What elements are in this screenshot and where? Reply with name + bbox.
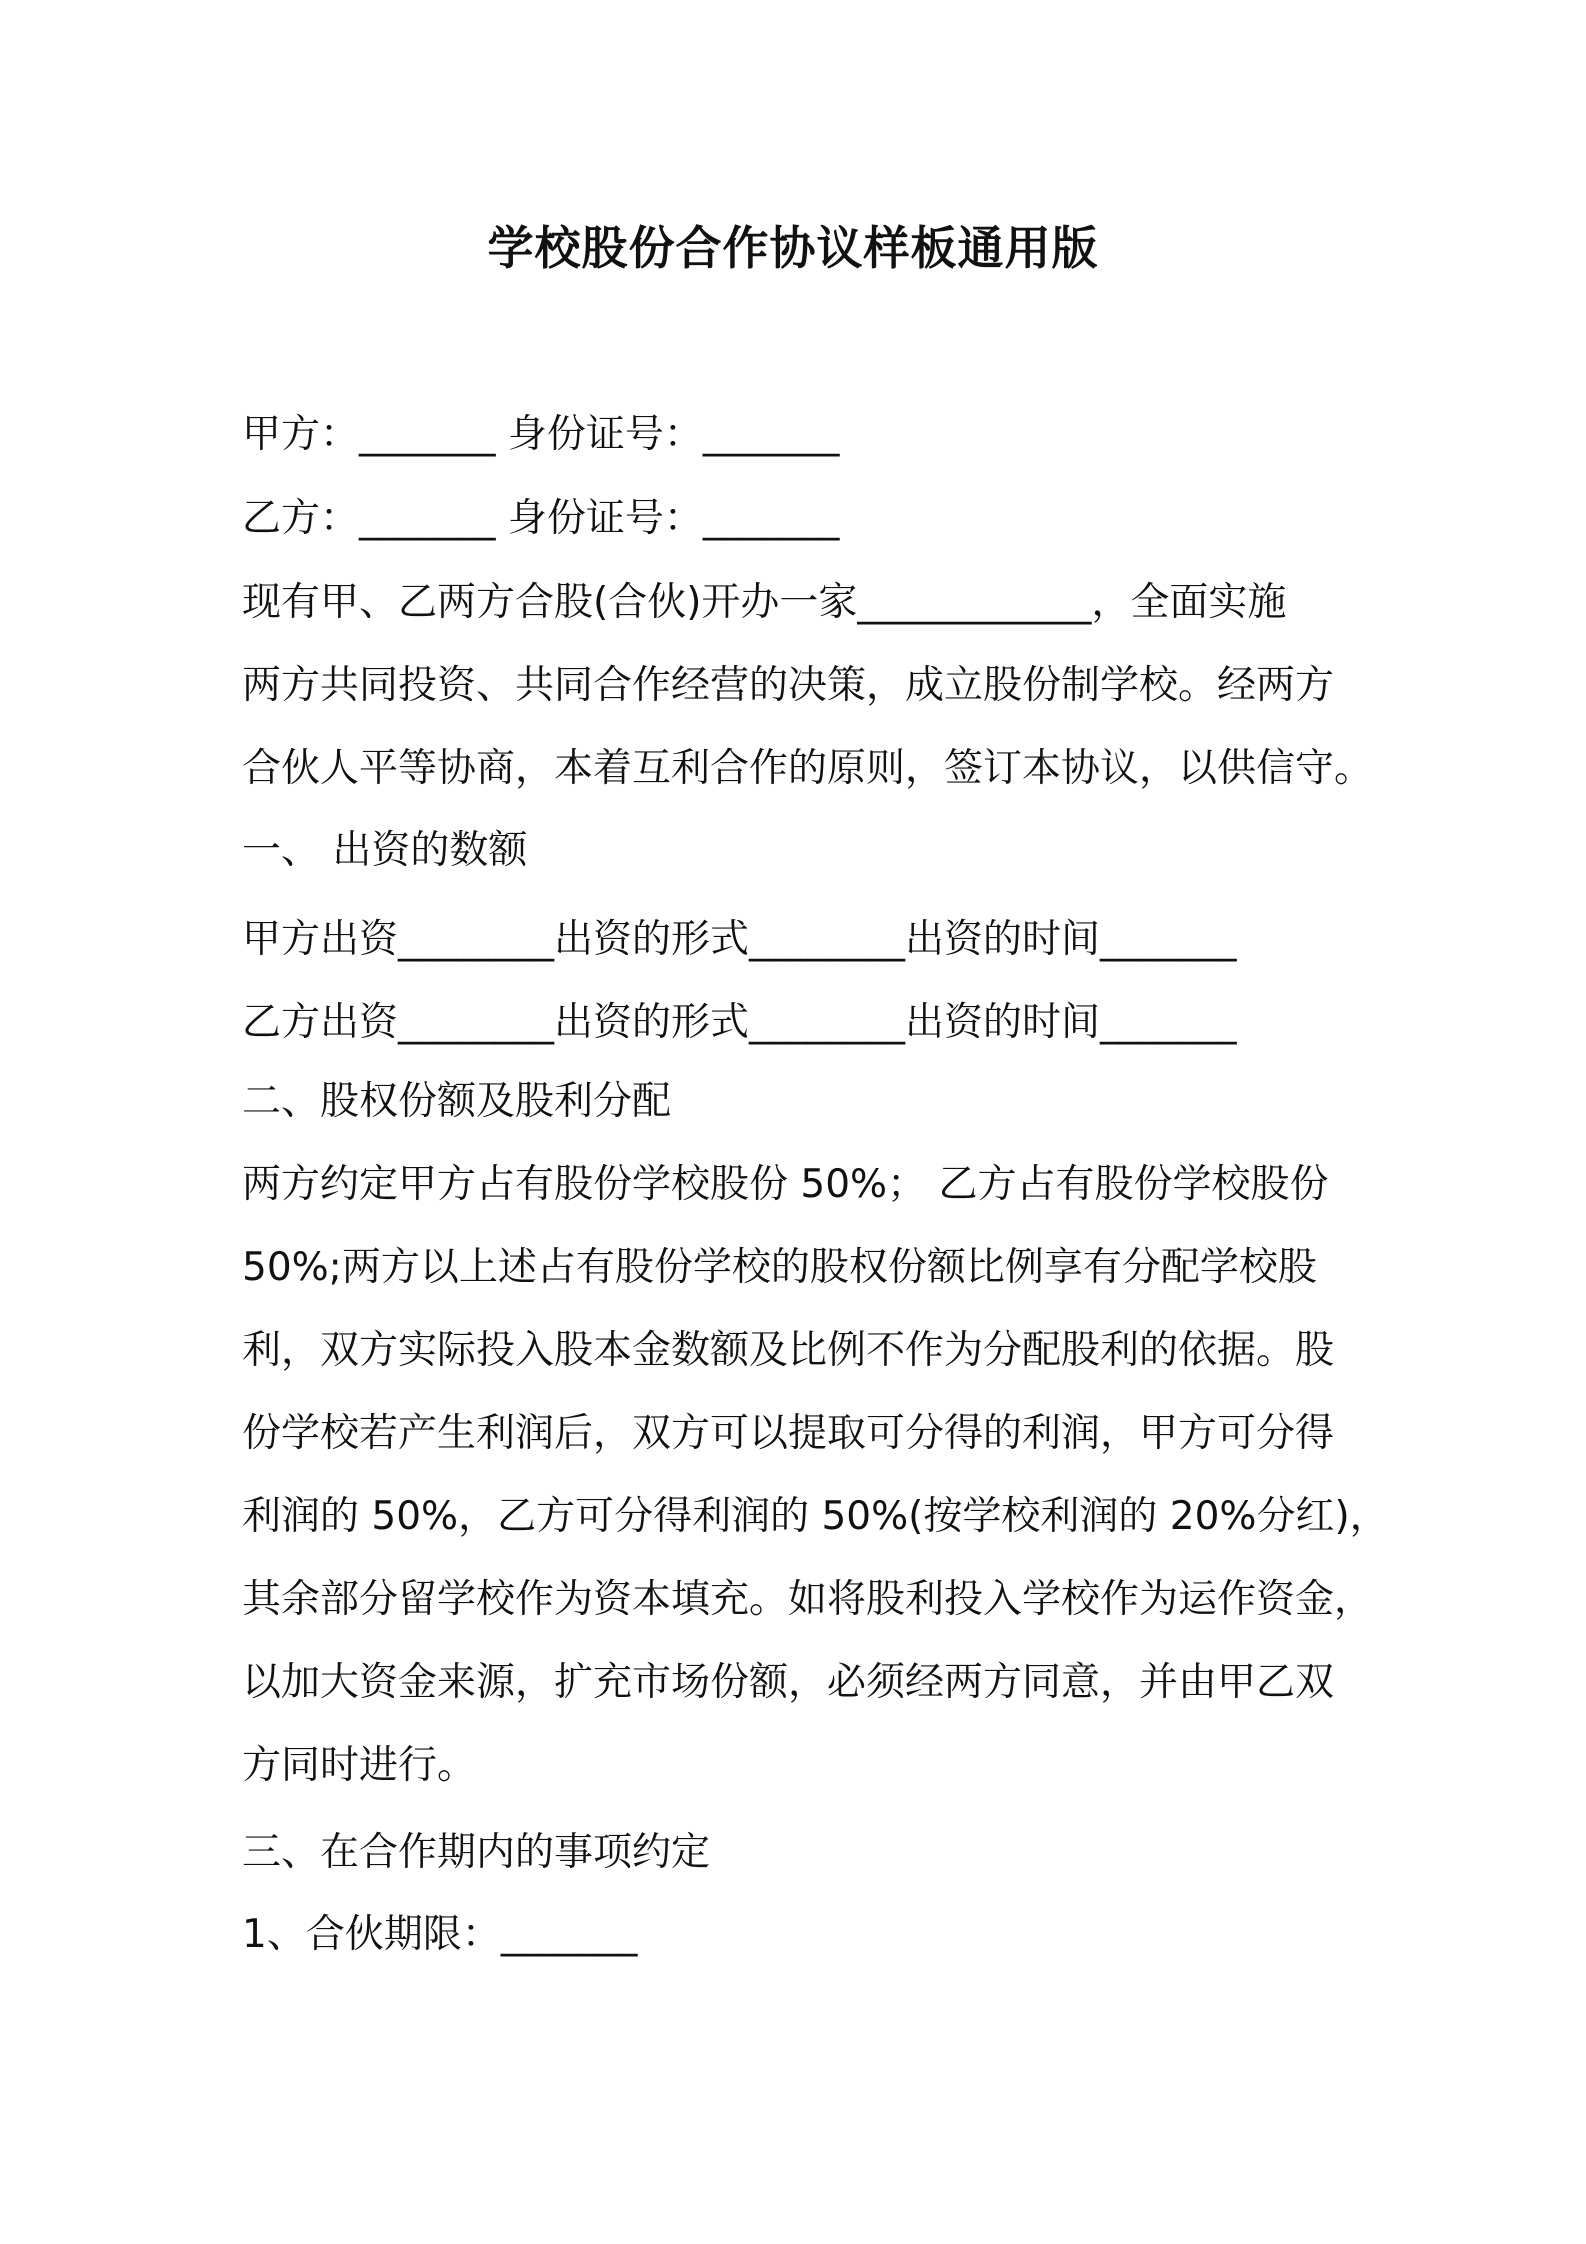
paragraph-line: 两方共同投资、共同合作经营的决策，成立股份制学校。经两方 <box>242 663 1335 708</box>
party-b-line: 乙方：_______ 身份证号：_______ <box>242 496 840 541</box>
partnership-term-line: 1、合伙期限：_______ <box>242 1912 638 1957</box>
paragraph-line: 利，双方实际投入股本金数额及比例不作为分配股利的依据。股 <box>242 1328 1335 1373</box>
section-heading-2: 二、股权份额及股利分配 <box>242 1079 672 1124</box>
paragraph-line: 方同时进行。 <box>242 1743 477 1788</box>
party-a-line: 甲方：_______ 身份证号：_______ <box>242 412 840 457</box>
section-heading-3: 三、在合作期内的事项约定 <box>242 1830 711 1875</box>
paragraph-line: 现有甲、乙两方合股(合伙)开办一家____________，全面实施 <box>242 580 1287 625</box>
paragraph-line: 合伙人平等协商，本着互利合作的原则，签订本协议，以供信守。 <box>242 746 1374 791</box>
paragraph-line: 50%;两方以上述占有股份学校的股权份额比例享有分配学校股 <box>242 1245 1317 1290</box>
document-title: 学校股份合作协议样板通用版 <box>487 221 1099 275</box>
paragraph-line: 其余部分留学校作为资本填充。如将股利投入学校作为运作资金， <box>242 1577 1374 1622</box>
paragraph-line: 以加大资金来源，扩充市场份额，必须经两方同意，并由甲乙双 <box>242 1660 1335 1705</box>
paragraph-line: 利润的 50%，乙方可分得利润的 50%(按学校利润的 20%分红)， <box>242 1494 1389 1539</box>
paragraph-line: 两方约定甲方占有股份学校股份 50%； 乙方占有股份学校股份 <box>242 1162 1329 1207</box>
section-heading-1: 一、 出资的数额 <box>242 828 528 873</box>
paragraph-line: 份学校若产生利润后，双方可以提取可分得的利润，甲方可分得 <box>242 1411 1335 1456</box>
party-a-contribution-line: 甲方出资________出资的形式________出资的时间_______ <box>242 917 1237 962</box>
party-b-contribution-line: 乙方出资________出资的形式________出资的时间_______ <box>242 1000 1237 1045</box>
